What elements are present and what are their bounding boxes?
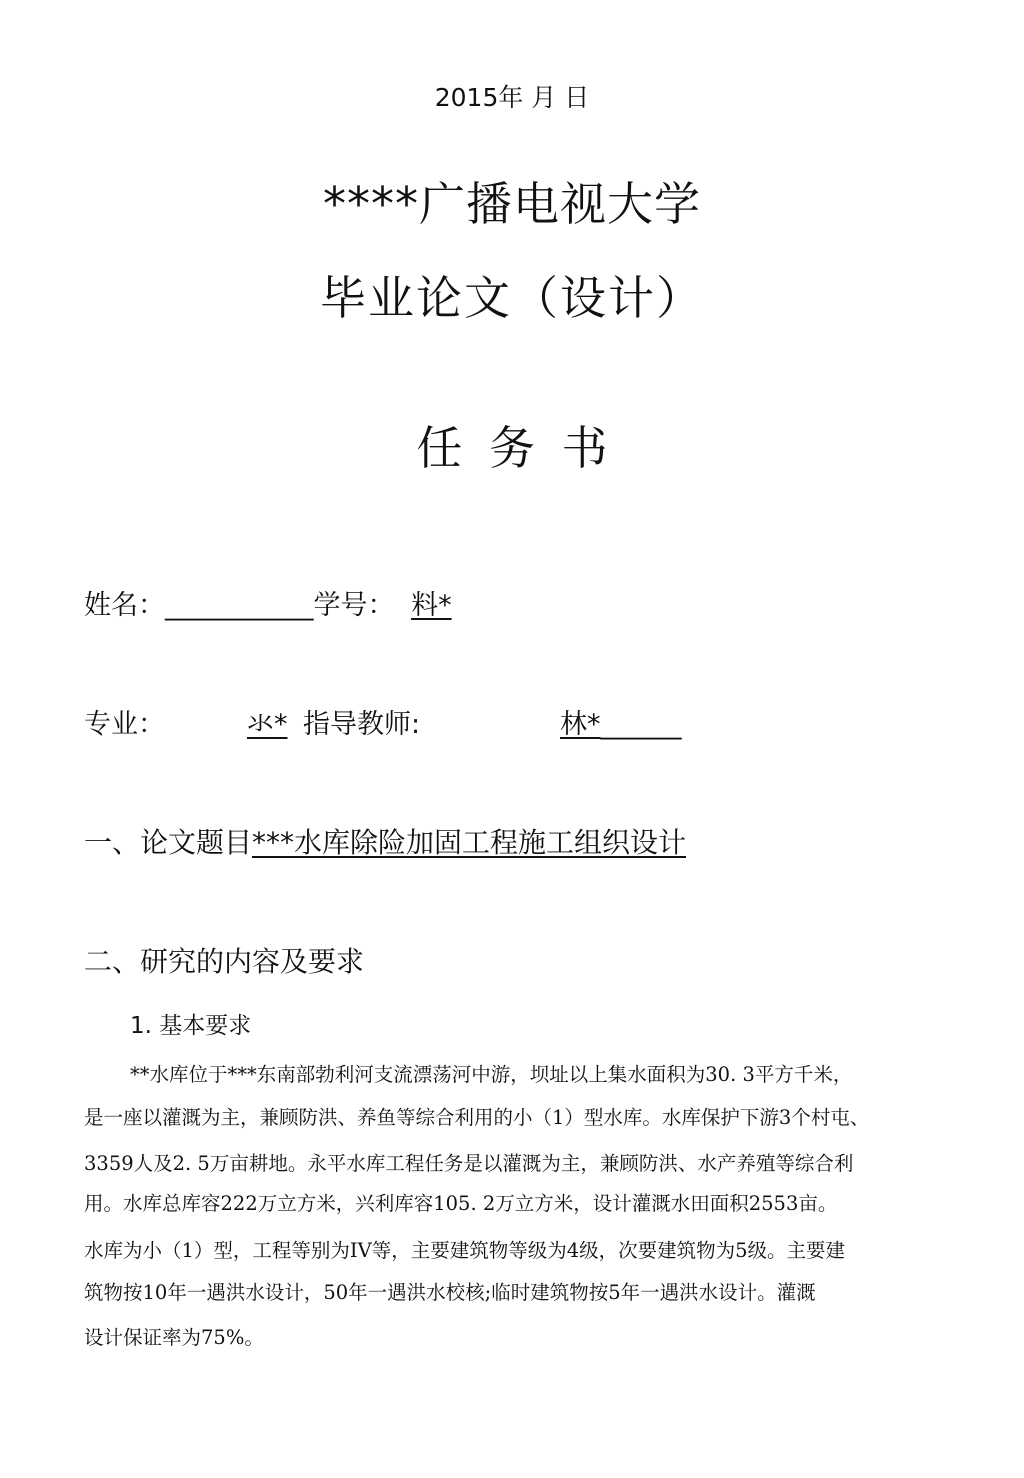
name-label: 姓名： [84,590,165,621]
date-line: 2015年 月 日 [434,83,590,112]
section2-subheading: 1. 基本要求 [130,1013,252,1039]
advisor-row [560,702,682,741]
paragraph-line: 用。水库总库容222万立方米，兴利库容105. 2万立方米，设计灌溉水田面积2553亩。 [84,1192,838,1215]
major-value: 氺* [247,709,288,740]
student-id-value: 料* [411,590,452,621]
advisor-blank: ______ [600,709,682,740]
university-title: ****广播电视大学 [323,177,701,231]
section1-label: 一、论文题目 [84,826,253,859]
student-id-label: 学号： [313,590,395,621]
name-row [84,583,452,622]
major-label: 专业： [84,709,165,740]
thesis-topic-value: ***水库除险加固工程施工组织设计 [252,826,687,859]
paragraph-line: **水库位于***东南部勃利河支流漂荡河中游，坝址以上集水面积为30. 3平方千米， [130,1063,853,1086]
section-thesis-topic [84,821,686,861]
paragraph-line: 水库为小（1）型，工程等别为IV等，主要建筑物等级为4级，次要建筑物为5级。主要建 [84,1239,846,1262]
paragraph-line: 3359人及2. 5万亩耕地。永平水库工程任务是以灌溉为主，兼顾防洪、水产养殖等综合利 [84,1152,854,1175]
advisor-label: 指导教师: [303,709,421,740]
thesis-title: 毕业论文（设计） [320,271,704,325]
paragraph-line: 筑物按10年一遇洪水设计，50年一遇洪水校核;临时建筑物按5年一遇洪水设计。灌溉 [84,1281,816,1304]
name-blank: ___________ [165,590,314,621]
paragraph-line: 设计保证率为75%。 [84,1326,264,1349]
paragraph-line: 是一座以灌溉为主，兼顾防洪、养鱼等综合利用的小（1）型水库。水库保护下游3个村屯、 [84,1106,870,1129]
advisor-value: 林* [560,709,601,740]
document-title: 任 务 书 [416,421,608,475]
section2-heading: 二、研究的内容及要求 [84,945,365,978]
